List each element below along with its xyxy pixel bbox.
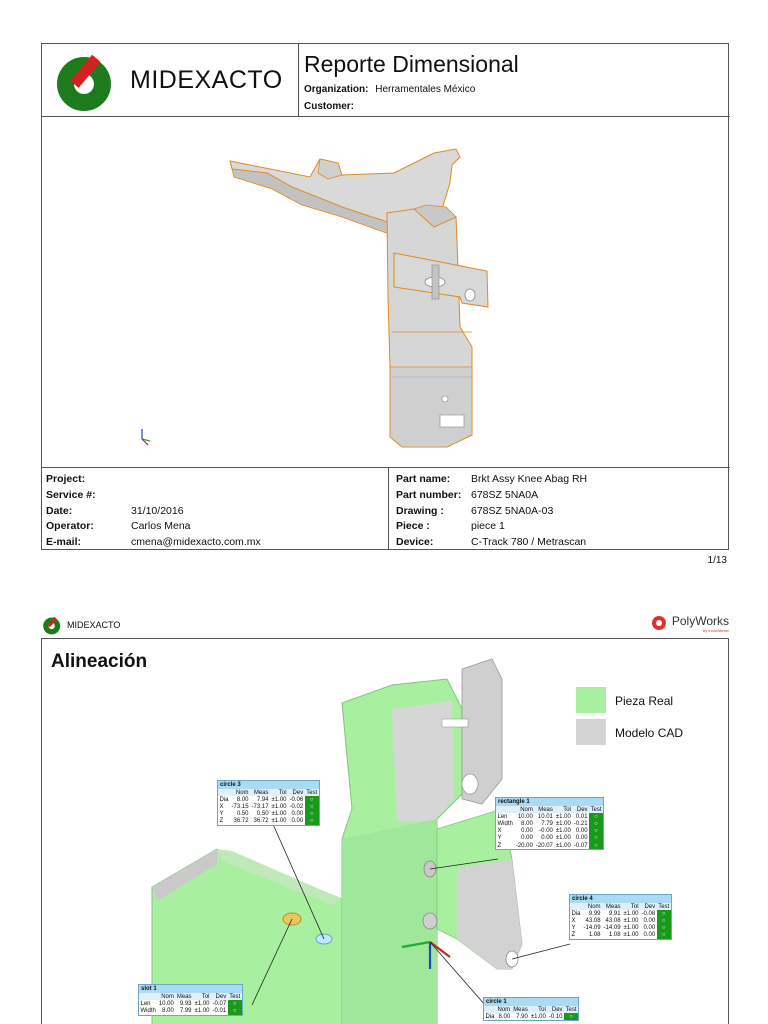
callout-rectangle1 (495, 797, 604, 850)
table-cell: ±1.00 (623, 925, 639, 932)
customer-label: Customer: (304, 101, 355, 112)
table-row (496, 820, 603, 827)
legend-label-cad: Modelo CAD (615, 726, 684, 740)
table-cell: 1.08 (608, 932, 621, 939)
table-cell: 10.01 (537, 813, 553, 820)
callout-circle3 (217, 780, 320, 826)
table-cell: -73.17 (251, 803, 269, 810)
table-row (218, 811, 319, 818)
table-cell: -0.07 (212, 1000, 227, 1007)
page-number: 1/13 (707, 555, 727, 566)
report-title: Reporte Dimensional (304, 51, 519, 77)
polyworks-logo-icon (651, 615, 667, 631)
table-cell: ±1.00 (194, 1000, 210, 1007)
device-value: C-Track 780 / Metrascan (471, 536, 587, 548)
table-cell: 0.00 (521, 835, 533, 842)
table-header-cell: Test (590, 806, 602, 813)
report-header (42, 44, 730, 117)
table-cell: -0.21 (573, 820, 588, 827)
table-header-cell: Nom (497, 1006, 511, 1013)
table-cell: -14.09 (583, 925, 601, 932)
table-cell: Z (497, 842, 502, 849)
piece-label: Piece : (396, 520, 430, 532)
table-cell: ±1.00 (623, 932, 639, 939)
table-cell: -0.08 (641, 910, 656, 917)
callout-title: circle 3 (220, 782, 241, 788)
table-cell: Y (497, 835, 502, 842)
table-cell: 8.00 (162, 1007, 174, 1014)
table-header-cell (570, 903, 582, 910)
operator-label: Operator: (46, 520, 94, 532)
table-row (218, 796, 319, 803)
table-row (496, 813, 603, 820)
table-header-cell: Tol (270, 789, 288, 796)
pass-icon: ○ (589, 813, 603, 820)
table-cell: ±1.00 (623, 910, 639, 917)
table-cell: 10.00 (158, 1000, 174, 1007)
table-cell: 10.00 (517, 813, 533, 820)
bracket-part-image (42, 117, 728, 466)
alignment-title: Alineación (51, 651, 148, 672)
table-cell: ±1.00 (271, 818, 287, 825)
table-cell: -73.15 (231, 803, 249, 810)
report-cover-page (41, 43, 729, 550)
alignment-part-image (42, 639, 728, 1024)
table-cell: X (571, 917, 576, 924)
pass-icon: ○ (657, 910, 671, 917)
device-label: Device: (396, 536, 434, 548)
table-row (139, 993, 242, 1000)
date-label: Date: (46, 505, 73, 517)
pass-icon: ○ (305, 811, 319, 818)
table-cell: ±1.00 (194, 1007, 210, 1014)
midexacto-logo-icon (50, 46, 120, 116)
pass-icon: ○ (564, 1013, 578, 1020)
pass-icon: ○ (657, 917, 671, 924)
table-header-cell: Meas (176, 993, 192, 1000)
pass-icon: ○ (305, 803, 319, 810)
brand-name: MIDEXACTO (130, 66, 283, 94)
part-number-value: 678SZ 5NA0A (471, 489, 539, 501)
table-header-cell (484, 1006, 496, 1013)
table-cell: Dia (485, 1013, 495, 1020)
part-name-value: Brkt Assy Knee Abag RH (471, 473, 588, 485)
alignment-frame (41, 638, 729, 1024)
table-row (570, 903, 671, 910)
table-row (218, 818, 319, 825)
table-header-cell (496, 806, 514, 813)
customer-line (304, 101, 354, 112)
table-header-cell: Dev (288, 789, 305, 796)
table-cell: 8.00 (236, 796, 249, 803)
table-header-cell: Dev (640, 903, 657, 910)
table-row (570, 917, 671, 924)
drawing-label: Drawing : (396, 505, 444, 517)
table-row (218, 789, 319, 796)
table-cell: 0.01 (575, 813, 588, 820)
callout-table (570, 903, 671, 939)
email-label: E-mail: (46, 536, 82, 548)
callout-table (484, 1006, 578, 1020)
table-cell: X (497, 828, 502, 835)
table-cell: -0.07 (573, 842, 588, 849)
pass-icon: ○ (228, 1000, 242, 1007)
table-cell: 0.50 (256, 811, 269, 818)
table-cell: 0.00 (575, 835, 588, 842)
table-row (496, 828, 603, 835)
table-header-cell: Tol (554, 806, 572, 813)
table-cell: 8.00 (521, 820, 533, 827)
table-cell: ±1.00 (530, 1013, 546, 1020)
callout-title: circle 4 (572, 896, 593, 902)
table-cell: ±1.00 (271, 803, 287, 810)
table-row (496, 806, 603, 813)
table-row (570, 910, 671, 917)
callout-table (496, 806, 603, 849)
table-header-cell: Meas (513, 1006, 528, 1013)
part-render-area (42, 117, 730, 468)
table-header-cell: Nom (582, 903, 602, 910)
pass-icon: ○ (589, 835, 603, 842)
table-header-cell: Tol (529, 1006, 547, 1013)
table-cell: -20.07 (535, 842, 553, 849)
table-cell: 0.00 (521, 828, 533, 835)
callout-title: slot 1 (141, 986, 157, 992)
table-cell: Dia (219, 796, 229, 803)
callout-title: rectangle 1 (498, 799, 530, 805)
table-cell: ±1.00 (271, 796, 287, 803)
table-cell: Y (571, 925, 576, 932)
table-row (484, 1006, 578, 1013)
table-cell: ±1.00 (555, 828, 571, 835)
table-header-cell: Tol (622, 903, 640, 910)
table-cell: Width (497, 820, 513, 827)
pass-icon: ○ (589, 820, 603, 827)
midexacto-small-logo-icon (41, 614, 63, 636)
email-value[interactable]: cmena@midexacto.com.mx (131, 536, 261, 548)
legend-label-real: Pieza Real (615, 694, 674, 708)
table-row (139, 1000, 242, 1007)
table-cell: -0.01 (212, 1007, 227, 1014)
table-cell: 7.94 (256, 796, 269, 803)
pass-icon: ○ (305, 796, 319, 803)
table-header-cell: Test (565, 1006, 577, 1013)
table-header-cell: Nom (514, 806, 534, 813)
table-cell: 0.00 (643, 932, 656, 939)
table-cell: -0.02 (289, 803, 304, 810)
table-cell: -20.00 (515, 842, 533, 849)
table-row (139, 1007, 242, 1014)
table-cell: 36.72 (253, 818, 269, 825)
callout-table (139, 993, 242, 1015)
pass-icon: ○ (657, 932, 671, 939)
table-cell: 7.79 (541, 820, 553, 827)
table-cell: ±1.00 (555, 835, 571, 842)
alignment-page (41, 612, 729, 1024)
table-cell: 8.00 (498, 1013, 511, 1020)
table-cell: 0.00 (643, 917, 656, 924)
piece-value: piece 1 (471, 520, 505, 532)
table-cell: 0.50 (236, 811, 249, 818)
callout-table (218, 789, 319, 825)
pass-icon: ○ (657, 925, 671, 932)
table-cell: -0.06 (289, 796, 304, 803)
organization-value: Herramentales México (375, 84, 476, 95)
table-cell: 43.08 (605, 917, 621, 924)
callout-circle1 (483, 997, 579, 1021)
table-cell: Z (219, 818, 224, 825)
brand-name-small: MIDEXACTO (67, 620, 121, 630)
report-info-table (42, 468, 730, 550)
table-cell: 7.99 (179, 1007, 192, 1014)
table-cell: 0.00 (291, 818, 304, 825)
part-number-label: Part number: (396, 489, 462, 501)
table-cell: 9.91 (608, 910, 621, 917)
table-cell: Len (497, 813, 508, 820)
pass-icon: ○ (589, 842, 603, 849)
table-cell: 0.00 (541, 835, 553, 842)
polyworks-sub: by InnovMetric (702, 628, 729, 633)
table-header-cell: Dev (547, 1006, 564, 1013)
table-cell: 43.08 (585, 917, 601, 924)
table-row (484, 1013, 578, 1020)
table-cell: 36.72 (233, 818, 249, 825)
table-cell: ±1.00 (623, 917, 639, 924)
table-cell: ±1.00 (555, 820, 571, 827)
callout-slot1 (138, 984, 243, 1016)
table-cell: 0.00 (575, 828, 588, 835)
table-header-cell: Nom (230, 789, 250, 796)
table-row (570, 932, 671, 939)
table-cell: 9.93 (179, 1000, 192, 1007)
table-cell: 0.00 (643, 925, 656, 932)
table-cell: ±1.00 (555, 813, 571, 820)
table-header-cell: Tol (193, 993, 211, 1000)
table-header-cell: Meas (602, 903, 622, 910)
table-header-cell: Nom (157, 993, 175, 1000)
table-cell: Y (219, 811, 224, 818)
polyworks-brand: PolyWorks (671, 614, 729, 628)
table-cell: 0.00 (291, 811, 304, 818)
table-header-cell: Dev (572, 806, 589, 813)
table-cell: ±1.00 (555, 842, 571, 849)
date-value: 31/10/2016 (131, 505, 184, 517)
logo-cell (42, 44, 299, 116)
drawing-value: 678SZ 5NA0A-03 (471, 505, 554, 517)
table-cell: ±1.00 (271, 811, 287, 818)
table-cell: 1.08 (588, 932, 601, 939)
service-label: Service #: (46, 489, 96, 501)
callout-title: circle 1 (486, 999, 507, 1005)
table-cell: 9.99 (588, 910, 601, 917)
table-header-cell: Meas (250, 789, 270, 796)
table-row (570, 925, 671, 932)
table-header-cell: Dev (211, 993, 228, 1000)
pass-icon: ○ (228, 1007, 242, 1014)
part-name-label: Part name: (396, 473, 451, 485)
table-cell: -0.10 (548, 1013, 563, 1020)
organization-line (304, 84, 475, 95)
table-row (218, 803, 319, 810)
pass-icon: ○ (589, 828, 603, 835)
table-cell: Dia (571, 910, 581, 917)
table-cell: -14.09 (603, 925, 621, 932)
table-cell: -0.00 (539, 828, 553, 835)
table-header-cell: Meas (534, 806, 554, 813)
project-label: Project: (46, 473, 86, 485)
table-header-cell: Test (229, 993, 241, 1000)
table-header-cell (218, 789, 230, 796)
table-cell: Width (140, 1007, 156, 1014)
operator-value: Carlos Mena (131, 520, 191, 532)
organization-label: Organization: (304, 84, 369, 95)
table-cell: Len (140, 1000, 151, 1007)
table-row (496, 842, 603, 849)
table-row (496, 835, 603, 842)
table-cell: Z (571, 932, 576, 939)
table-header-cell: Test (306, 789, 318, 796)
callout-circle4 (569, 894, 672, 940)
table-cell: 7.90 (516, 1013, 528, 1020)
table-header-cell (139, 993, 157, 1000)
table-header-cell: Test (658, 903, 670, 910)
table-cell: X (219, 803, 224, 810)
pass-icon: ○ (305, 818, 319, 825)
